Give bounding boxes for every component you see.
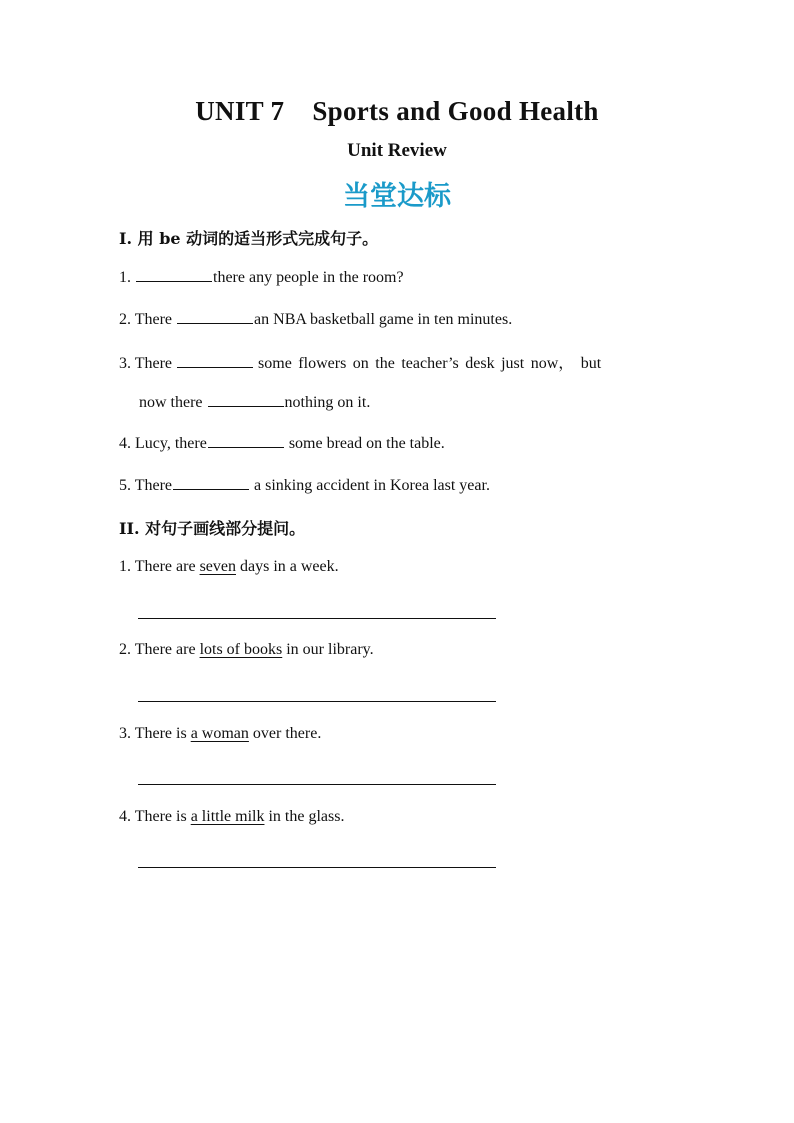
exercise-1-4	[119, 433, 445, 453]
item-text: there any people in the room?	[213, 269, 404, 286]
fill-blank[interactable]	[136, 267, 212, 282]
item-text: days in a week.	[236, 558, 339, 575]
item-text: There	[134, 477, 173, 494]
fill-blank[interactable]	[173, 475, 249, 490]
item-text: in the glass.	[264, 808, 345, 825]
exercise-1-3	[119, 350, 601, 373]
item-number: 3.	[119, 355, 131, 372]
answer-line[interactable]	[138, 701, 496, 702]
fill-blank[interactable]	[208, 433, 284, 448]
item-text: an NBA basketball game in ten minutes.	[254, 311, 513, 328]
item-number: 1.	[119, 558, 131, 575]
item-number: 2.	[119, 311, 131, 328]
unit-title: Sports and Good Health	[312, 96, 599, 126]
page-subtitle: Unit Review	[347, 140, 447, 161]
item-text: now there	[139, 394, 207, 411]
item-text: There is	[134, 725, 191, 742]
exercise-2-1	[119, 558, 339, 576]
exercise-1-5	[119, 475, 490, 495]
item-text: There	[134, 311, 177, 328]
item-number: 4.	[119, 808, 131, 825]
section-2-instruction: 对句子画线部分提问。	[145, 519, 306, 538]
item-text: There is	[134, 808, 191, 825]
item-text: in our library.	[282, 641, 374, 658]
item-text: over there.	[248, 725, 322, 742]
section-heading-cn: 当堂达标	[343, 181, 451, 212]
underlined-phrase: a little milk	[190, 808, 265, 825]
item-text: a sinking accident in Korea last year.	[250, 477, 490, 494]
item-number: 4.	[119, 435, 131, 452]
fill-blank[interactable]	[208, 392, 284, 407]
item-number: 1.	[119, 269, 131, 286]
item-text: Lucy, there	[135, 435, 207, 452]
item-text: some flowers on the teacher’s desk just now， but	[258, 355, 602, 372]
exercise-2-2	[119, 641, 374, 659]
exercise-1-2	[119, 309, 512, 329]
fill-blank[interactable]	[177, 353, 253, 368]
item-number: 2.	[119, 641, 131, 658]
section-1-heading	[119, 226, 378, 249]
page-title	[0, 96, 794, 127]
item-number: 5.	[119, 477, 131, 494]
item-text: There are	[134, 641, 200, 658]
item-text: There	[134, 355, 177, 372]
underlined-phrase: lots of books	[199, 641, 283, 658]
fill-blank[interactable]	[177, 309, 253, 324]
item-number: 3.	[119, 725, 131, 742]
answer-line[interactable]	[138, 867, 496, 868]
item-text: some bread on the table.	[284, 435, 445, 452]
section-1-label: I.	[119, 229, 133, 248]
item-text: There are	[134, 558, 200, 575]
exercise-2-3	[119, 725, 321, 743]
unit-number: UNIT 7	[195, 96, 285, 126]
item-text: nothing on it.	[284, 394, 371, 411]
underlined-phrase: a woman	[190, 725, 249, 742]
section-1-instruction: 用 be 动词的适当形式完成句子。	[137, 229, 379, 248]
section-2-label: II.	[119, 519, 140, 538]
section-2-heading	[119, 516, 305, 539]
answer-line[interactable]	[138, 618, 496, 619]
answer-line[interactable]	[138, 784, 496, 785]
exercise-1-1	[119, 267, 404, 287]
underlined-phrase: seven	[199, 558, 236, 575]
exercise-1-3-continued	[139, 392, 370, 412]
exercise-2-4	[119, 808, 344, 826]
